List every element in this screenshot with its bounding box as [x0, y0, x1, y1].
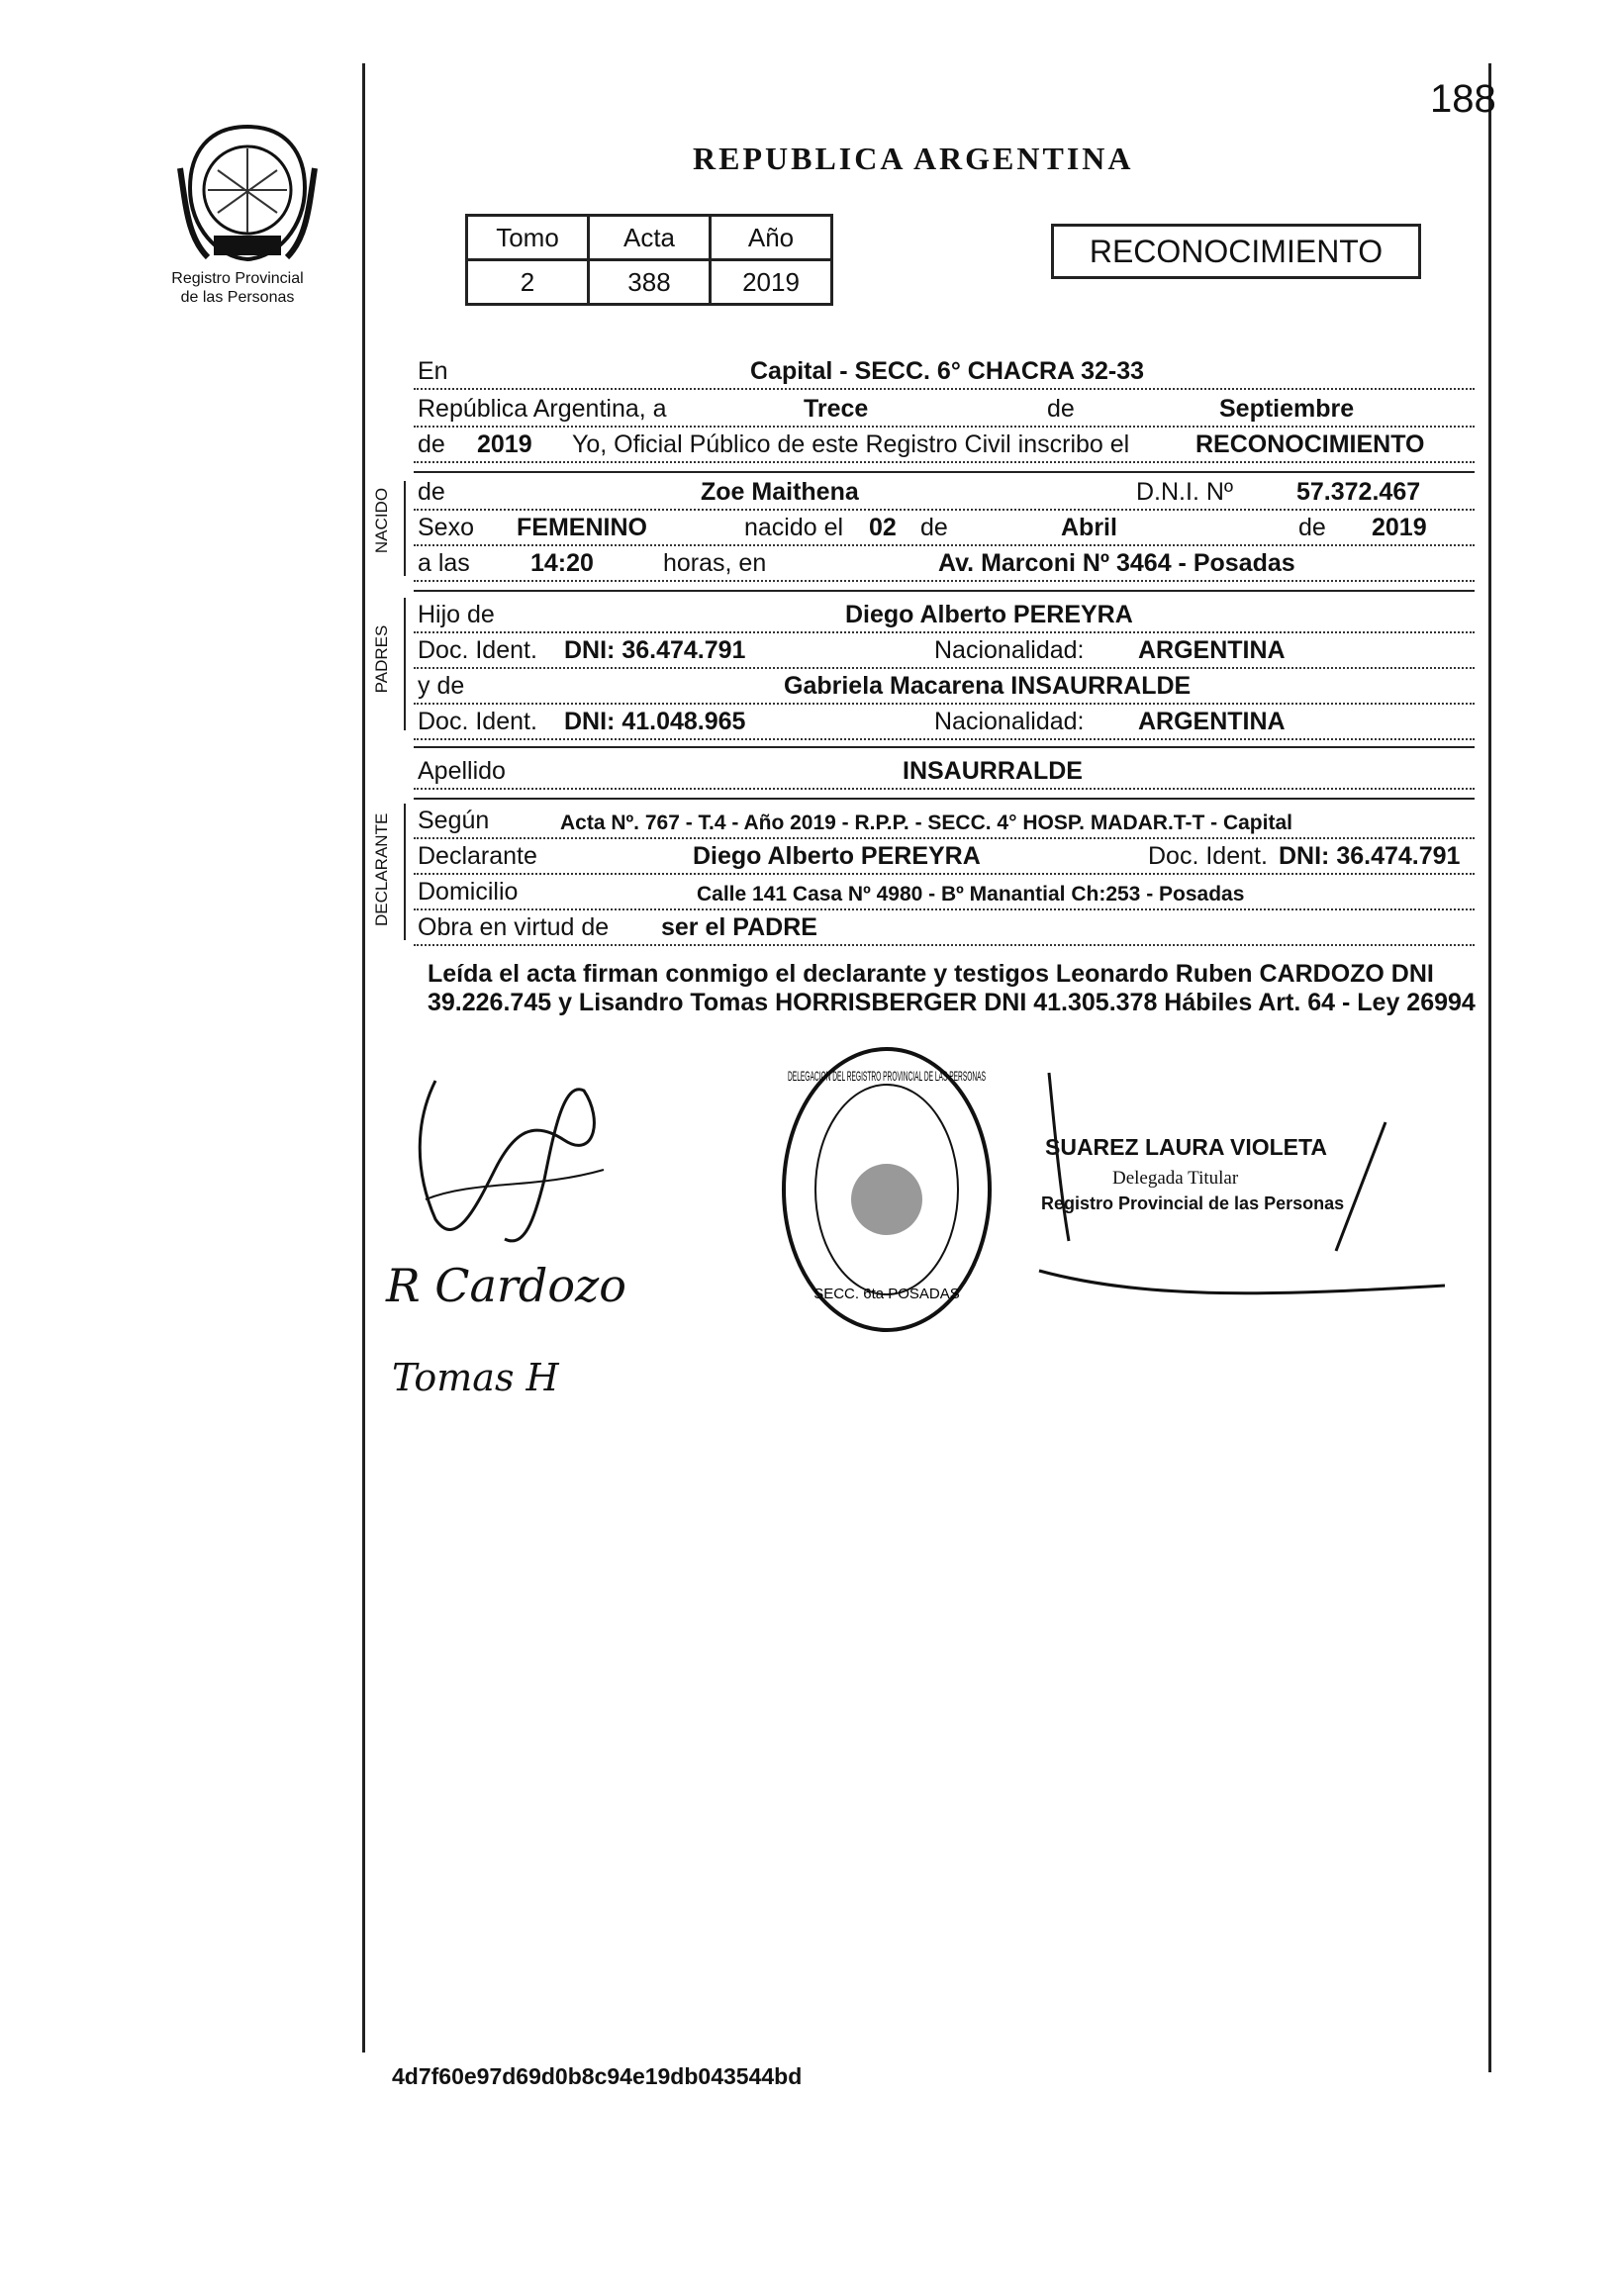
document-hash: 4d7f60e97d69d0b8c94e19db043544bd [392, 2063, 803, 2089]
side-label-padres: PADRES [372, 624, 391, 694]
official-signature [1029, 1063, 1445, 1320]
declarante-doc-label: Doc. Ident. [1148, 842, 1268, 870]
side-bracket-nacido [404, 481, 406, 576]
left-margin-line [362, 63, 365, 2052]
ref-header-tomo: Tomo [467, 216, 589, 260]
segun-value: Acta Nº. 767 - T.4 - Año 2019 - R.P.P. - SECC. 4° HOSP. MADAR.T-T - Capital [560, 811, 1292, 834]
row-nombre [414, 475, 1475, 511]
y-de-label: y de [418, 672, 465, 700]
side-bracket-padres [404, 598, 406, 730]
madre-value: Gabriela Macarena INSAURRALDE [784, 672, 1192, 700]
witness-signature-2: Tomas H [392, 1356, 559, 1399]
stamp-round-text: DELEGACION DEL REGISTRO PROVINCIAL DE LAS PERSONAS [788, 1068, 986, 1084]
padre-nac: ARGENTINA [1138, 636, 1286, 664]
row-hora [414, 546, 1475, 582]
nacionalidad-label-1: Nacionalidad: [934, 636, 1085, 664]
stamp-inner-text: SECC. 6ta POSADAS [813, 1286, 960, 1302]
doc-ident-label-1: Doc. Ident. [418, 636, 537, 664]
de-label-4: de [920, 514, 948, 541]
oficial-text: Yo, Oficial Público de este Registro Civil inscribo el [572, 430, 1130, 458]
sexo-label: Sexo [418, 514, 474, 541]
nacido-label: nacido el [744, 514, 844, 541]
section-separator [414, 798, 1475, 800]
hijo-de-label: Hijo de [418, 601, 495, 628]
row-declarante [414, 839, 1475, 875]
stamp-official-name: SUAREZ LAURA VIOLETA [1045, 1134, 1327, 1160]
province-seal-icon [178, 119, 317, 267]
name-value: Zoe Maithena [701, 478, 859, 506]
en-label: En [418, 357, 448, 385]
madre-nac: ARGENTINA [1138, 708, 1286, 735]
de-label-3: de [418, 478, 445, 506]
closing-statement: Leída el acta firman conmigo el declarante y testigos Leonardo Ruben CARDOZO DNI 39.226.745 y Lisandro Tomas HORRISBERGER DNI 41.305.378 Hábiles Art. 64 - Ley 26994 [428, 960, 1476, 1016]
dni-label: D.N.I. Nº [1136, 478, 1234, 506]
declarant-signature [406, 1061, 633, 1259]
segun-label: Según [418, 807, 490, 834]
month-value: Septiembre [1219, 395, 1355, 423]
apellido-value: INSAURRALDE [903, 757, 1083, 785]
birth-day: 02 [869, 514, 897, 541]
lugar-value: Av. Marconi Nº 3464 - Posadas [938, 549, 1295, 577]
nacionalidad-label-2: Nacionalidad: [934, 708, 1085, 735]
official-round-stamp [778, 1041, 996, 1338]
en-value: Capital - SECC. 6° CHACRA 32-33 [750, 357, 1145, 385]
org-line-2: de las Personas [180, 289, 295, 306]
row-apellido [414, 754, 1475, 790]
page-number: 188 [1430, 77, 1496, 121]
declarante-label: Declarante [418, 842, 537, 870]
declarante-doc: DNI: 36.474.791 [1279, 842, 1461, 870]
de-label-5: de [1298, 514, 1326, 541]
dni-value: 57.372.467 [1296, 478, 1421, 506]
stamp-official-role: Delegada Titular [1112, 1168, 1239, 1189]
document-title: REPUBLICA ARGENTINA [693, 141, 1134, 176]
org-line-1: Registro Provincial [171, 270, 304, 287]
row-segun [414, 804, 1475, 839]
birth-month: Abril [1061, 514, 1117, 541]
section-separator [414, 590, 1475, 592]
row-padre-doc [414, 633, 1475, 669]
year-value: 2019 [477, 430, 532, 458]
row-en [414, 354, 1475, 390]
obra-value: ser el PADRE [661, 913, 817, 941]
province-seal [178, 119, 317, 267]
right-margin-line [1488, 63, 1491, 2072]
row-obra [414, 910, 1475, 946]
registry-org-name [148, 269, 327, 307]
republica-label: República Argentina, a [418, 395, 667, 423]
hora-value: 14:20 [530, 549, 594, 577]
apellido-label: Apellido [418, 757, 506, 785]
ref-value-anio: 2019 [711, 260, 832, 305]
row-hijo [414, 598, 1475, 633]
section-separator [414, 746, 1475, 748]
domicilio-value: Calle 141 Casa Nº 4980 - Bº Manantial Ch:253 - Posadas [697, 883, 1245, 906]
de-label-2: de [418, 430, 445, 458]
row-sexo [414, 511, 1475, 546]
padre-value: Diego Alberto PEREYRA [845, 601, 1133, 628]
row-republica [414, 392, 1475, 428]
row-madre-doc [414, 705, 1475, 740]
row-madre [414, 669, 1475, 705]
domicilio-label: Domicilio [418, 878, 519, 906]
ref-header-anio: Año [711, 216, 832, 260]
side-label-declarante: DECLARANTE [372, 812, 391, 926]
row-oficial [414, 428, 1475, 463]
declarante-value: Diego Alberto PEREYRA [693, 842, 981, 870]
reference-table [465, 214, 833, 306]
ref-header-acta: Acta [589, 216, 711, 260]
side-bracket-declarante [404, 804, 406, 940]
side-label-nacido: NACIDO [372, 487, 391, 554]
obra-label: Obra en virtud de [418, 913, 610, 941]
stamp-official-org: Registro Provincial de las Personas [1041, 1193, 1345, 1213]
sexo-value: FEMENINO [517, 514, 647, 541]
witness-signature-1: R Cardozo [386, 1259, 626, 1312]
day-value: Trece [804, 395, 869, 423]
act-value: RECONOCIMIENTO [1195, 430, 1425, 458]
madre-doc: DNI: 41.048.965 [564, 708, 746, 735]
section-separator [414, 471, 1475, 473]
birth-year: 2019 [1372, 514, 1427, 541]
ref-value-tomo: 2 [467, 260, 589, 305]
padre-doc: DNI: 36.474.791 [564, 636, 746, 664]
ref-value-acta: 388 [589, 260, 711, 305]
a-las-label: a las [418, 549, 470, 577]
horas-en-label: horas, en [663, 549, 767, 577]
row-domicilio [414, 875, 1475, 910]
de-label-1: de [1047, 395, 1075, 423]
doc-ident-label-2: Doc. Ident. [418, 708, 537, 735]
document-type-badge: RECONOCIMIENTO [1051, 224, 1421, 279]
